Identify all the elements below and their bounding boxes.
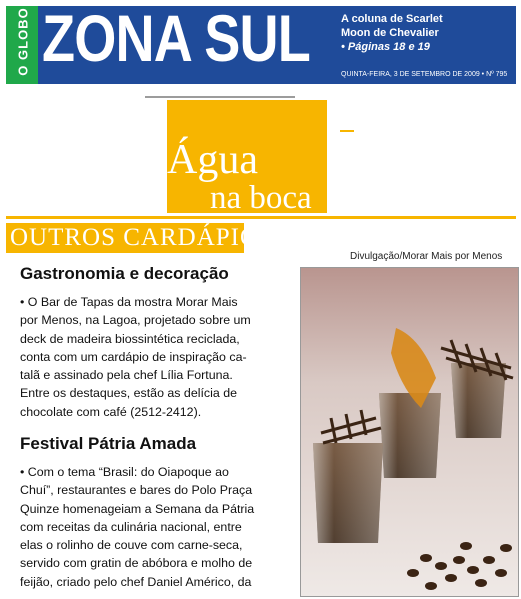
article-line: • Com o tema “Brasil: do Oiapoque ao <box>20 465 229 479</box>
section-rule <box>6 216 516 219</box>
outros-cardapios-label: OUTROS CARDÁPIOS <box>10 224 274 251</box>
article-line: por Menos, na Lagoa, projetado sobre um <box>20 313 251 328</box>
article-line: servido com gratin de abóbora e molho de <box>20 556 253 571</box>
article-line: • O Bar de Tapas da mostra Morar Mais <box>20 295 238 309</box>
photo-credit: Divulgação/Morar Mais por Menos <box>350 251 503 262</box>
promo-line-1: A coluna de Scarlet <box>341 13 443 25</box>
header-rule <box>145 96 295 98</box>
masthead-promo <box>341 12 443 54</box>
dessert-photo-illustration <box>301 268 518 596</box>
article-line: Entre os destaques, estão as delícia de <box>20 386 237 401</box>
article-line: conta com um cardápio de inspiração ca- <box>20 349 247 364</box>
article-heading-gastronomia: Gastronomia e decoração <box>20 264 229 283</box>
issue-date: QUINTA-FEIRA, 3 DE SETEMBRO DE 2009 • Nº 795 <box>341 71 508 78</box>
promo-line-2: Moon de Chevalier <box>341 27 439 39</box>
o-globo-logo: O GLOBO <box>15 7 31 76</box>
article-line: feijão, criado pelo chef Daniel Américo, da <box>20 574 252 589</box>
article-line: talã e assinado pela chef Lília Fortuna. <box>20 368 233 383</box>
article-line: Chuí”, restaurantes e bares do Polo Praça <box>20 483 253 498</box>
article-line: com receitas da culinária nacional, entre <box>20 519 242 534</box>
article-line: Quinze homenageiam a Semana da Pátria <box>20 501 255 516</box>
article-line: deck de madeira biossintética reciclada, <box>20 331 240 346</box>
article-heading-festival: Festival Pátria Amada <box>20 434 197 453</box>
accent-dash <box>340 130 354 132</box>
masthead <box>6 1 516 84</box>
article-body-festival <box>20 463 297 591</box>
promo-pages: • Páginas 18 e 19 <box>341 41 430 53</box>
section-title-agua: Água <box>167 137 258 183</box>
article-line: elas o rolinho de couve com carne-seca, <box>20 538 243 553</box>
dessert-photo <box>300 267 519 597</box>
section-title-na-boca: na boca <box>210 180 312 216</box>
outros-cardapios-banner <box>6 223 274 253</box>
article-line: chocolate com café (2512-2412). <box>20 404 202 419</box>
o-globo-strip <box>6 6 38 84</box>
zona-sul-title: ZONA SUL <box>42 1 311 75</box>
article-body-gastronomia <box>20 293 297 421</box>
